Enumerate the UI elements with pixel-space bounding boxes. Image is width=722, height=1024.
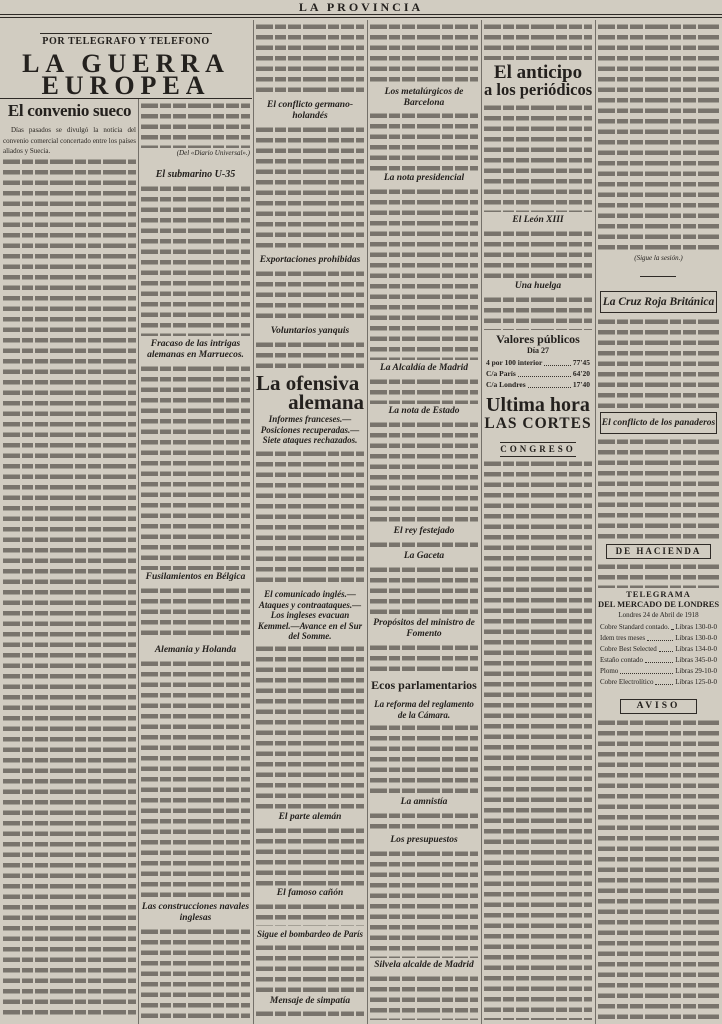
column-rule <box>253 20 254 1024</box>
section-heading-de-hacienda: DE HACIENDA <box>606 544 711 559</box>
telegrama-row-value: Libras 29-10-0 <box>675 667 717 675</box>
article-heading-nota-presidencial: La nota presidencial <box>383 173 465 183</box>
congreso-heading: CONGRESO <box>500 444 576 454</box>
masthead-rule <box>0 14 722 15</box>
telegrama-title: TELEGRAMA <box>626 589 691 599</box>
article-lead-convenio-sueco: Días pasados se divulgó la noticia del convenio comercial concertado entre los países aliados y Suecia. <box>3 126 136 155</box>
column-rule <box>481 20 482 1024</box>
valores-row <box>486 380 590 390</box>
article-heading-ofensiva-line2: alemana <box>288 390 364 414</box>
telegrama-row <box>600 644 717 654</box>
article-body-text <box>370 723 478 795</box>
article-body-text <box>370 377 478 404</box>
section-divider <box>640 276 676 277</box>
article-body-text <box>598 22 719 252</box>
article-heading-convenio-sueco: El convenio sueco <box>7 101 132 120</box>
article-heading-voluntarios: Voluntarios yanquis <box>270 326 350 336</box>
valores-publicos-heading: Valores públicos <box>496 332 580 346</box>
valores-row-label: 4 por 100 interior <box>486 358 543 367</box>
article-body-text <box>370 565 478 615</box>
telegrama-row <box>600 622 717 632</box>
telegrama-row-value: Libras 134-0-0 <box>675 645 717 653</box>
article-heading-anticipo-line2: a los periódicos <box>484 80 593 99</box>
article-body-text <box>256 449 364 585</box>
masthead-title: LA PROVINCIA <box>298 0 424 14</box>
article-body-text <box>256 826 364 886</box>
leader-dots <box>645 662 673 663</box>
article-body-text <box>256 644 364 810</box>
article-body-text <box>598 317 719 410</box>
article-body-text <box>484 459 592 1020</box>
telegrama-row-label: Idem tres meses <box>600 634 646 642</box>
masthead-rule-2 <box>0 17 722 18</box>
section-heading-las-cortes: LAS CORTES <box>484 415 592 432</box>
article-body-text <box>141 927 250 1020</box>
article-body-text <box>370 22 478 85</box>
article-body-text <box>370 811 478 833</box>
article-heading-amnistia: La amnistía <box>400 797 448 807</box>
article-heading-exportaciones: Exportaciones prohibidas <box>259 255 361 265</box>
article-heading-gaceta: La Gaceta <box>403 551 445 561</box>
telegrama-row-value: Libras 125-0-0 <box>675 678 717 686</box>
article-heading-holanda: Alemania y Holanda <box>154 645 237 655</box>
article-heading-leon-xiii: El León XIII <box>512 215 564 225</box>
valores-row-label: C/a París <box>486 369 516 378</box>
banner-rule-bottom <box>0 98 252 99</box>
article-body-text <box>141 364 250 570</box>
telegrama-row-label: Cobre Electrolítico <box>600 678 654 686</box>
valores-row <box>486 369 590 379</box>
telegrama-date: Londres 24 de Abril de 1918 <box>618 611 699 619</box>
article-body-text <box>370 849 478 958</box>
article-body-text <box>141 184 250 336</box>
article-heading-construcciones: Las construcciones navales inglesas <box>141 902 250 923</box>
article-heading-nota-estado: La nota de Estado <box>388 406 460 416</box>
banner-rule <box>40 33 212 34</box>
banner-title-line1: LA GUERRA <box>22 49 230 78</box>
congreso-rule <box>500 456 576 457</box>
article-body-text <box>370 111 478 171</box>
section-heading-ultima-hora: Ultima hora <box>486 394 590 416</box>
article-heading-presupuestos: Los presupuestos <box>390 835 458 845</box>
article-heading-cruz-roja: La Cruz Roja Británica <box>600 291 717 313</box>
leader-dots <box>518 376 571 377</box>
valores-row-label: C/a Londres <box>486 380 526 389</box>
article-body-text <box>141 586 250 641</box>
banner-kicker: POR TELEGRAFO Y TELEFONO <box>42 36 210 47</box>
article-body-text <box>370 420 478 524</box>
source-note: (Del «Diario Universal».) <box>176 149 250 157</box>
article-body-text <box>484 295 592 330</box>
article-heading-famoso-canon: El famoso cañón <box>276 888 344 898</box>
valores-row-value: 77'45 <box>572 358 590 367</box>
valores-row-value: 17'40 <box>572 380 590 389</box>
telegrama-row-label: Plomo <box>600 667 619 675</box>
section-heading-ecos-parlamentarios: Ecos parlamentarios <box>371 678 477 692</box>
article-heading-huelga: Una huelga <box>514 281 562 291</box>
article-heading-bombardeo-paris: Sigue el bombardeo de París <box>257 929 363 939</box>
sigue-la-sesion-note: (Sigue la sesión.) <box>634 254 683 262</box>
article-heading-mensaje-simpatia: Mensaje de simpatía <box>269 996 351 1006</box>
article-body-text <box>256 943 364 994</box>
article-body-text <box>256 340 364 370</box>
article-body-text <box>256 22 364 97</box>
article-body-text <box>598 437 719 540</box>
congreso-rule <box>500 442 576 443</box>
telegrama-row-value: Libras 345-0-0 <box>675 656 717 664</box>
article-heading-rey: El rey festejado <box>393 526 455 536</box>
article-body-text <box>141 659 250 899</box>
telegrama-row-label: Cobre Best Selected <box>600 645 657 653</box>
article-body-text <box>370 540 478 549</box>
article-subheading-comunicado-ingles: El comunicado inglés.—Ataques y contraataques.—Los ingleses evacuan Kemmel.—Avance en el Sur del Somme. <box>257 589 363 641</box>
valores-row-value: 64'20 <box>572 369 590 378</box>
telegrama-subtitle: DEL MERCADO DE LONDRES <box>598 599 720 609</box>
article-heading-parte-aleman: El parte alemán <box>278 812 342 822</box>
telegrama-row <box>600 655 717 665</box>
leader-dots <box>671 629 673 630</box>
article-body-text <box>141 101 250 148</box>
valores-row <box>486 358 590 368</box>
article-body-text <box>598 718 719 1020</box>
article-heading-silvela: Silvela alcalde de Madrid <box>374 960 474 970</box>
telegrama-row-value: Libras 130-0-0 <box>675 623 717 631</box>
telegrama-row <box>600 677 717 687</box>
article-heading-submarino: El submarino U-35 <box>155 169 236 180</box>
column-rule <box>138 99 139 1024</box>
article-heading-belgica: Fusilamientos en Bélgica <box>145 572 246 582</box>
article-body-text <box>484 103 592 212</box>
article-body-text <box>256 1009 364 1020</box>
article-heading-panaderos: El conflicto de los panaderos <box>600 412 717 434</box>
article-heading-marruecos: Fracaso de las intrigas alemanas en Marruecos. <box>147 339 244 360</box>
leader-dots <box>544 365 571 366</box>
article-body-text <box>598 562 719 588</box>
leader-dots <box>620 673 673 674</box>
leader-dots <box>655 684 673 685</box>
banner-title-line2: EUROPEA <box>41 71 211 100</box>
article-body-text <box>484 229 592 278</box>
article-subheading-informes-franceses: Informes franceses.—Posiciones recuperadas.—Siete ataques rechazados. <box>260 414 360 445</box>
column-rule <box>595 20 596 1024</box>
article-heading-ofensiva-line1: La ofensiva <box>256 371 360 395</box>
telegrama-row <box>600 633 717 643</box>
article-body-text <box>256 125 364 252</box>
article-heading-alcaldia: La Alcaldía de Madrid <box>379 363 469 373</box>
article-subheading-reforma: La reforma del reglamento de la Cámara. <box>374 699 474 720</box>
article-body-text <box>370 187 478 360</box>
telegrama-row <box>600 666 717 676</box>
column-rule <box>367 20 368 1024</box>
article-heading-fomento: Propósitos del ministro de Fomento <box>373 618 475 639</box>
article-body-text <box>484 22 592 60</box>
article-heading-anticipo-line1: El anticipo <box>493 62 583 83</box>
leader-dots <box>647 640 673 641</box>
article-body-text <box>370 974 478 1020</box>
article-body-text <box>3 157 136 1020</box>
section-heading-aviso: AVISO <box>620 699 697 714</box>
article-heading-conflicto-germano-holandes: El conflicto germano-holandés <box>266 100 354 121</box>
article-body-text <box>370 643 478 675</box>
article-body-text <box>256 269 364 323</box>
telegrama-row-label: Estaño contado <box>600 656 643 664</box>
leader-dots <box>659 651 673 652</box>
article-body-text <box>256 902 364 926</box>
valores-publicos-day: Día 27 <box>527 346 549 355</box>
leader-dots <box>528 387 571 388</box>
telegrama-row-value: Libras 130-0-0 <box>675 634 717 642</box>
telegrama-row-label: Cobre Standard contado. <box>600 623 670 631</box>
article-heading-metalurgicos: Los metalúrgicos de Barcelona <box>384 87 464 108</box>
